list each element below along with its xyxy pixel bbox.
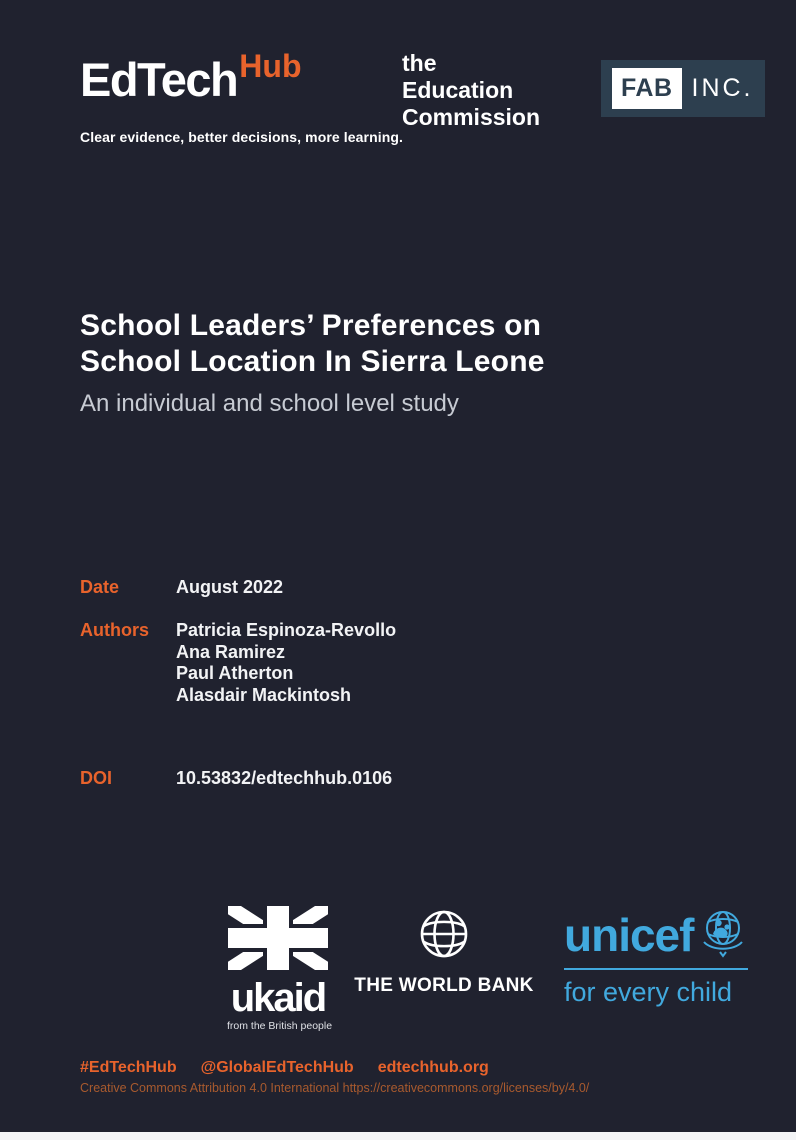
footer-license-link[interactable]: Creative Commons Attribution 4.0 International https://creativecommons.org/licenses/by/4.0/ [80,1081,590,1095]
footer-social-row [80,1059,489,1077]
date-value: August 2022 [176,577,284,597]
edtechhub-tagline: Clear evidence, better decisions, more learning. [80,129,404,145]
footer-handle: @GlobalEdTechHub [200,1059,354,1076]
date-label: Date [80,577,120,597]
page-edge [0,1132,796,1140]
world-bank-logo [340,906,548,997]
date-row [80,577,283,598]
fab-inc-fab-box: FAB [612,68,682,109]
report-title-line1: School Leaders’ Preferences on [80,309,542,342]
authors-row [80,620,396,706]
author-name: Ana Ramirez [176,641,286,662]
edtechhub-wordmark: EdTech [80,53,238,106]
education-commission-logo [402,50,540,131]
unicef-logo [564,906,748,1008]
report-title-line2: School Location In Sierra Leone [80,345,545,378]
edtechhub-logo [80,48,302,106]
globe-icon [416,949,472,966]
author-name: Paul Atherton [176,663,294,683]
fab-inc-logo [601,60,765,117]
fab-inc-inc-label: INC. [691,74,754,102]
unicef-divider [564,968,748,970]
doi-row [80,768,392,789]
education-commission-line1: the [402,50,437,76]
author-name: Alasdair Mackintosh [176,684,352,705]
unicef-wordmark: unicef [564,908,694,961]
education-commission-line2: Education [402,77,514,103]
ukaid-wordmark: ukaid [230,976,326,1020]
doi-label: DOI [80,768,113,788]
authors-list [176,620,396,706]
report-subtitle: An individual and school level study [80,390,459,417]
ukaid-logo [227,906,333,1032]
union-jack-icon [228,957,328,974]
title-block [80,308,545,418]
footer-website-link[interactable]: edtechhub.org [377,1059,489,1076]
ukaid-tagline: from the British people [227,1020,333,1032]
authors-label: Authors [80,620,149,640]
world-bank-label: THE WORLD BANK [354,975,534,996]
unicef-tagline: for every child [564,977,733,1007]
footer-hashtag: #EdTechHub [80,1059,177,1076]
doi-value[interactable]: 10.53832/edtechhub.0106 [176,768,393,788]
edtechhub-wordmark-hub: Hub [239,48,302,84]
unicef-emblem-icon [698,906,748,963]
education-commission-line3: Commission [402,104,541,130]
author-name: Patricia Espinoza-Revollo [176,620,397,640]
